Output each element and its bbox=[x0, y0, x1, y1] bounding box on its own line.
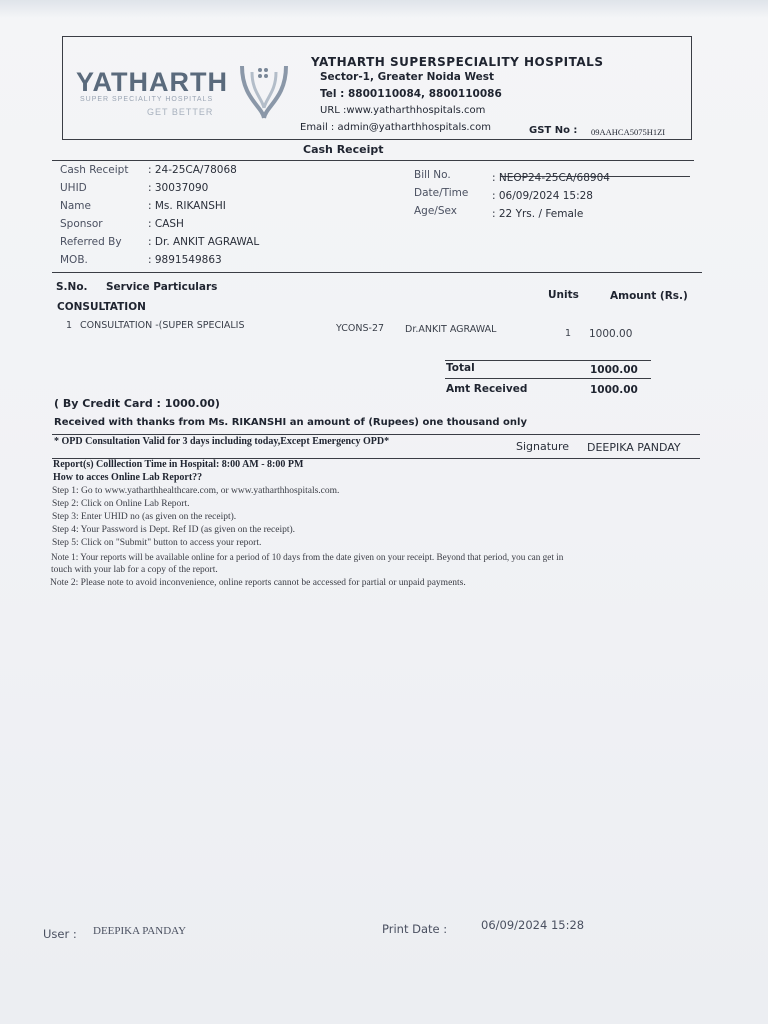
detail-value: : 06/09/2024 15:28 bbox=[492, 190, 593, 202]
instruction-step: Step 5: Click on "Submit" button to access your report. bbox=[52, 538, 262, 548]
hospital-phone: Tel : 8800110084, 8800110086 bbox=[320, 88, 502, 100]
detail-label: Date/Time bbox=[414, 187, 469, 199]
gst-value: 09AAHCA5075H1ZI bbox=[591, 127, 666, 137]
table-header-particulars: Service Particulars bbox=[106, 281, 218, 293]
logo-subtitle: SUPER SPECIALITY HOSPITALS bbox=[80, 96, 214, 103]
scan-shadow bbox=[0, 0, 768, 18]
hospital-email: Email : admin@yatharthhospitals.com bbox=[300, 122, 491, 133]
instruction-step: Step 3: Enter UHID no (as given on the receipt). bbox=[52, 512, 237, 522]
total-label: Total bbox=[446, 362, 475, 374]
detail-label: Sponsor bbox=[60, 218, 103, 230]
collection-time: Report(s) Colllection Time in Hospital: 8:00 AM - 8:00 PM bbox=[53, 459, 304, 470]
service-group: CONSULTATION bbox=[57, 301, 146, 313]
validity-note: * OPD Consultation Valid for 3 days including today,Except Emergency OPD* bbox=[54, 436, 390, 447]
hospital-logo-icon bbox=[232, 58, 296, 122]
amount-received-label: Amt Received bbox=[446, 383, 528, 395]
table-header-amount: Amount (Rs.) bbox=[610, 290, 688, 302]
signature-name: DEEPIKA PANDAY bbox=[587, 441, 681, 454]
divider bbox=[52, 160, 694, 161]
detail-value: : 24-25CA/78068 bbox=[148, 164, 237, 176]
divider bbox=[52, 272, 702, 273]
instructions-heading: How to acces Online Lab Report?? bbox=[53, 472, 203, 483]
detail-label: Bill No. bbox=[414, 169, 451, 181]
detail-label: Referred By bbox=[60, 236, 122, 248]
logo-tagline: GET BETTER bbox=[147, 107, 214, 117]
detail-value: : Ms. RIKANSHI bbox=[148, 200, 226, 212]
logo-wordmark: YATHARTH bbox=[76, 67, 229, 97]
divider bbox=[445, 378, 651, 379]
instruction-note: Note 1: Your reports will be available online for a period of 10 days from the date given on your receipt. Beyond that period, you can get in bbox=[51, 552, 564, 562]
footer-print-value: 06/09/2024 15:28 bbox=[481, 918, 585, 932]
instruction-step: Step 1: Go to www.yatharthhealthcare.com, or www.yatharthhospitals.com. bbox=[52, 486, 340, 496]
signature-label: Signature bbox=[516, 440, 570, 453]
row-doctor: Dr.ANKIT AGRAWAL bbox=[405, 324, 497, 335]
row-code: YCONS-27 bbox=[336, 323, 385, 334]
detail-value: : 9891549863 bbox=[148, 254, 222, 266]
detail-value: : NEOP24-25CA/68904 bbox=[492, 172, 610, 184]
detail-value: : 30037090 bbox=[148, 182, 209, 194]
payment-mode: ( By Credit Card : 1000.00) bbox=[54, 397, 220, 410]
hospital-name: YATHARTH SUPERSPECIALITY HOSPITALS bbox=[311, 55, 604, 69]
table-header-sno: S.No. bbox=[56, 281, 88, 293]
detail-label: UHID bbox=[60, 182, 87, 194]
instruction-note: touch with your lab for a copy of the report. bbox=[51, 565, 218, 575]
detail-label: Age/Sex bbox=[414, 205, 457, 217]
instruction-step: Step 2: Click on Online Lab Report. bbox=[52, 499, 190, 509]
receipt-title: Cash Receipt bbox=[303, 143, 384, 156]
detail-label: Cash Receipt bbox=[60, 164, 129, 176]
instruction-step: Step 4: Your Password is Dept. Ref ID (as given on the receipt). bbox=[52, 525, 296, 535]
thanks-text: Received with thanks from Ms. RIKANSHI an amount of (Rupees) one thousand only bbox=[54, 417, 527, 428]
detail-value: : 22 Yrs. / Female bbox=[492, 208, 584, 220]
footer-user-label: User : bbox=[43, 927, 77, 941]
amount-received-value: 1000.00 bbox=[590, 384, 638, 396]
row-service: CONSULTATION -(SUPER SPECIALIS bbox=[80, 320, 245, 331]
detail-label: Name bbox=[60, 200, 91, 212]
divider bbox=[52, 434, 700, 435]
footer-print-label: Print Date : bbox=[382, 922, 448, 936]
total-value: 1000.00 bbox=[590, 364, 638, 376]
row-units: 1 bbox=[565, 328, 572, 339]
hospital-address: Sector-1, Greater Noida West bbox=[320, 71, 495, 83]
detail-value: : CASH bbox=[148, 218, 184, 230]
row-amount: 1000.00 bbox=[589, 328, 633, 340]
footer-user-value: DEEPIKA PANDAY bbox=[93, 925, 187, 937]
detail-value: : Dr. ANKIT AGRAWAL bbox=[148, 236, 260, 248]
table-header-units: Units bbox=[548, 289, 579, 301]
detail-label: MOB. bbox=[60, 254, 88, 266]
divider bbox=[445, 360, 651, 361]
instruction-note: Note 2: Please note to avoid inconvenience, online reports cannot be accessed for partial or unpaid payments. bbox=[50, 578, 466, 588]
row-sno: 1 bbox=[66, 320, 73, 331]
gst-label: GST No : bbox=[529, 125, 578, 136]
hospital-url: URL :www.yatharthhospitals.com bbox=[320, 105, 486, 116]
